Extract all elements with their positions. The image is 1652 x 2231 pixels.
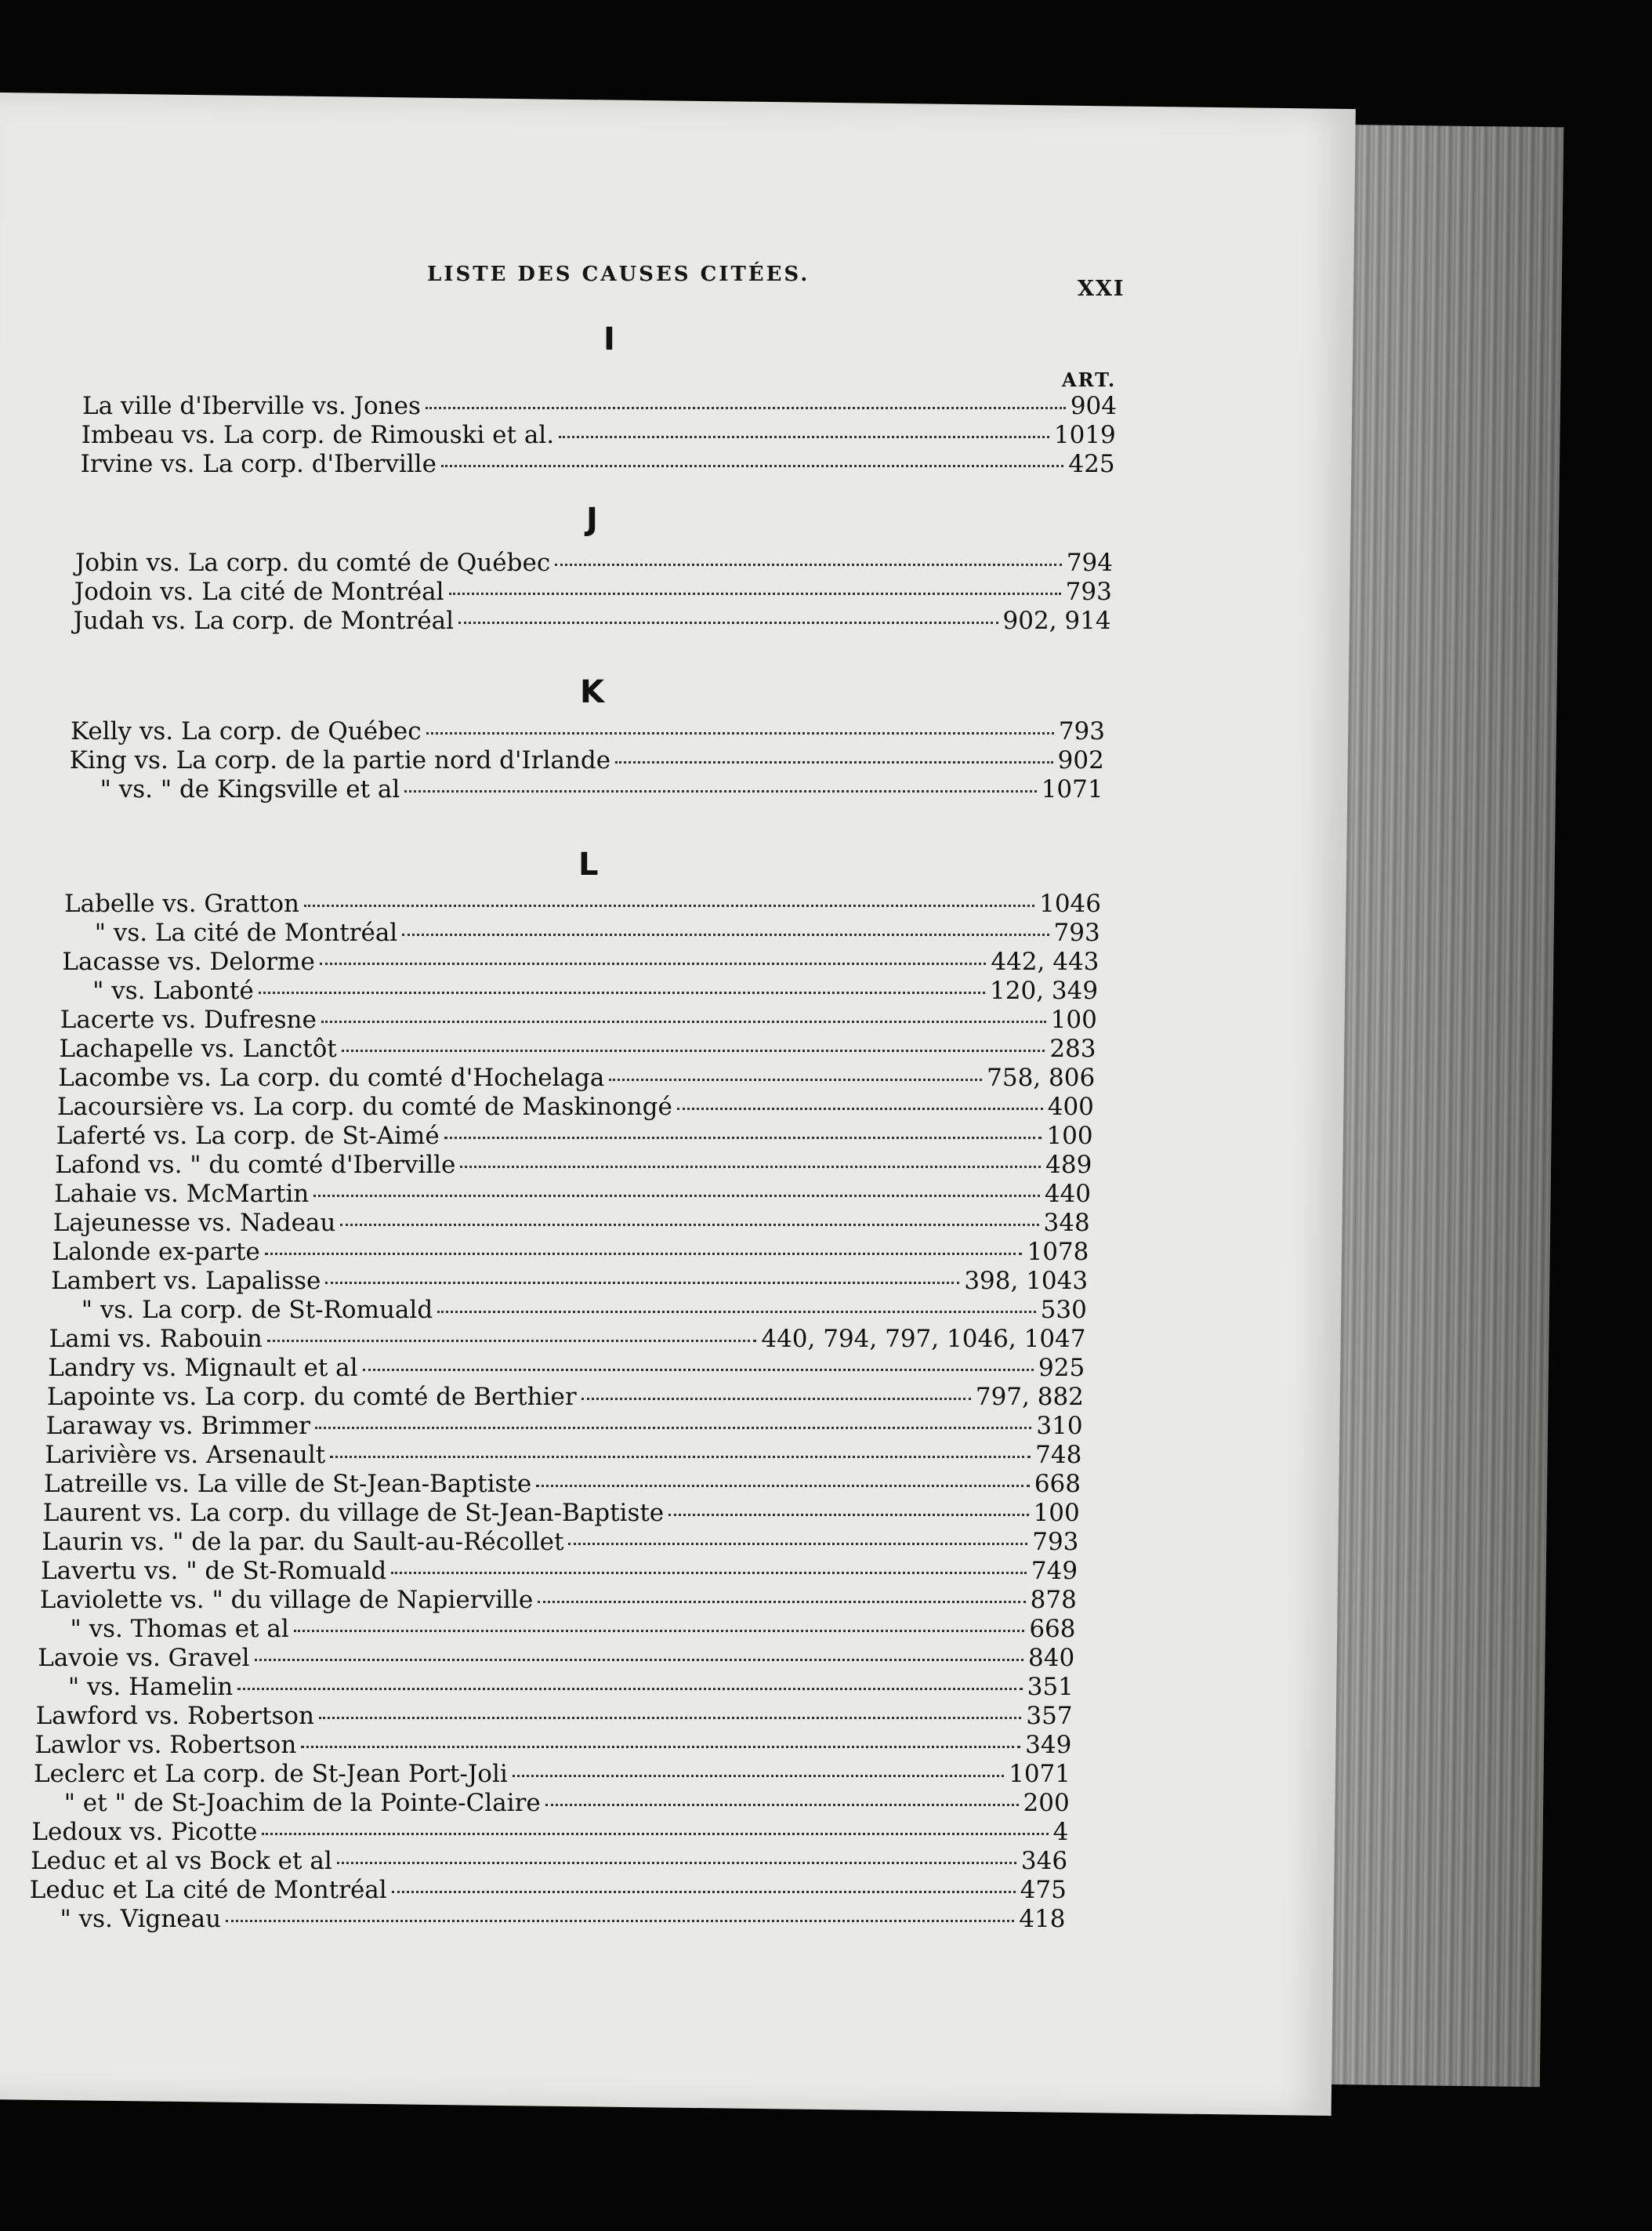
index-entry — [74, 578, 1112, 608]
index-entry — [58, 1064, 1095, 1094]
case-name: Imbeau vs. La corp. de Rimouski et al. — [81, 421, 555, 449]
index-entry — [57, 1093, 1094, 1123]
dot-leader — [513, 1775, 1004, 1777]
case-name: Lavoie vs. Gravel — [38, 1644, 250, 1672]
case-name: Jobin vs. La corp. du comté de Québec — [75, 549, 551, 577]
section-letter: L — [578, 847, 599, 883]
article-reference: 793 — [1058, 717, 1105, 745]
dot-leader — [342, 1050, 1045, 1052]
dot-leader — [404, 790, 1036, 793]
dot-leader — [226, 1920, 1014, 1922]
section-letter: J — [586, 502, 598, 538]
case-name: Lavertu vs. " de St-Romuald — [41, 1557, 387, 1585]
article-reference: 793 — [1032, 1528, 1079, 1556]
case-name: Laferté vs. La corp. de St-Aimé — [56, 1122, 440, 1150]
dot-leader — [340, 1224, 1038, 1226]
article-reference: 283 — [1049, 1035, 1096, 1063]
dot-leader — [255, 1659, 1024, 1661]
case-name: Lalonde ex-parte — [52, 1238, 260, 1266]
case-name: Lacasse vs. Delorme — [62, 948, 315, 976]
article-reference: 100 — [1050, 1006, 1097, 1034]
article-reference: 310 — [1036, 1412, 1083, 1440]
case-name: Jodoin vs. La cité de Montréal — [74, 578, 444, 606]
dot-leader — [615, 761, 1053, 764]
dot-leader — [449, 593, 1061, 595]
case-name: " vs. La cité de Montréal — [94, 919, 398, 947]
dot-leader — [321, 1021, 1046, 1023]
dot-leader — [320, 963, 987, 965]
dot-leader — [568, 1543, 1027, 1545]
index-entry — [52, 1238, 1089, 1268]
case-name: " vs. Hamelin — [67, 1673, 234, 1701]
case-name: Lacoursière vs. La corp. du comté de Maskinongé — [56, 1093, 672, 1121]
running-title: LISTE DES CAUSES CITÉES. — [427, 263, 810, 286]
dot-leader — [437, 1311, 1035, 1313]
dot-leader — [391, 1572, 1027, 1574]
dot-leader — [392, 1891, 1016, 1893]
case-name: Judah vs. La corp. de Montréal — [73, 607, 455, 635]
index-entry — [44, 1470, 1081, 1500]
case-name: Kelly vs. La corp. de Québec — [71, 717, 422, 745]
index-entry — [62, 948, 1099, 978]
case-name: Lajeunesse vs. Nadeau — [53, 1209, 336, 1237]
index-entry — [74, 607, 1111, 637]
article-reference: 349 — [1025, 1731, 1072, 1759]
dot-leader — [559, 436, 1049, 438]
article-reference: 758, 806 — [987, 1064, 1096, 1092]
article-reference: 348 — [1043, 1209, 1090, 1237]
index-entry — [64, 1789, 1070, 1819]
article-reference: 357 — [1026, 1702, 1073, 1730]
article-reference: 4 — [1052, 1818, 1069, 1846]
dot-leader — [555, 564, 1062, 566]
index-entry — [95, 919, 1100, 949]
case-name: " vs. Thomas et al — [70, 1615, 289, 1643]
article-reference: 100 — [1033, 1499, 1080, 1527]
index-entry — [31, 1818, 1068, 1848]
case-name: " vs. Labonté — [92, 977, 254, 1005]
article-reference: 794 — [1066, 549, 1113, 577]
index-entry — [68, 1673, 1074, 1703]
article-reference: 398, 1043 — [964, 1267, 1089, 1295]
index-entry — [41, 1557, 1078, 1587]
article-reference: 668 — [1034, 1470, 1081, 1498]
case-name: Lachapelle vs. Lanctôt — [59, 1035, 337, 1063]
case-name: " vs. " de Kingsville et al — [100, 775, 400, 804]
article-reference: 902 — [1057, 746, 1104, 775]
index-entry — [81, 450, 1115, 480]
article-reference: 1046 — [1039, 890, 1101, 918]
article-reference: 797, 882 — [975, 1383, 1084, 1411]
case-name: Lawlor vs. Robertson — [34, 1731, 297, 1759]
article-reference: 902, 914 — [1002, 607, 1111, 635]
dot-leader — [363, 1369, 1034, 1371]
case-name: Latreille vs. La ville de St-Jean-Baptiste — [44, 1470, 532, 1498]
dot-leader — [259, 992, 985, 994]
case-name: La ville d'Iberville vs. Jones — [82, 392, 421, 420]
article-reference: 440 — [1044, 1180, 1091, 1208]
dot-leader — [262, 1833, 1048, 1835]
dot-leader — [330, 1456, 1031, 1458]
case-name: Lafond vs. " du comté d'Iberville — [55, 1151, 456, 1179]
index-entry — [36, 1702, 1073, 1732]
case-name: Ledoux vs. Picotte — [31, 1818, 258, 1846]
index-entry — [49, 1325, 1086, 1355]
index-entry — [71, 717, 1105, 747]
dot-leader — [313, 1195, 1040, 1197]
article-reference: 904 — [1070, 392, 1117, 420]
index-entry — [51, 1267, 1088, 1297]
index-entry — [82, 421, 1116, 451]
case-name: Larivière vs. Arsenault — [45, 1441, 326, 1469]
dot-leader — [581, 1398, 971, 1400]
case-name: Lawford vs. Robertson — [35, 1702, 314, 1730]
index-entry — [43, 1499, 1080, 1529]
dot-leader — [426, 732, 1054, 735]
dot-leader — [337, 1862, 1016, 1864]
article-reference: 425 — [1068, 450, 1115, 478]
case-name: Landry vs. Mignault et al — [48, 1354, 358, 1382]
column-label: ART. — [1062, 368, 1117, 391]
article-reference: 1071 — [1041, 775, 1103, 804]
case-name: Laraway vs. Brimmer — [45, 1412, 310, 1440]
index-entry — [34, 1731, 1071, 1761]
case-name: " vs. Vigneau — [60, 1905, 222, 1933]
article-reference: 1071 — [1009, 1760, 1071, 1788]
index-entry — [42, 1528, 1078, 1558]
case-name: Laurent vs. La corp. du village de St-Jean-Baptiste — [42, 1499, 665, 1527]
case-name: Labelle vs. Gratton — [64, 890, 300, 918]
dot-leader — [609, 1079, 982, 1081]
case-name: " et " de St-Joachim de la Pointe-Claire — [63, 1789, 541, 1817]
index-entry — [34, 1760, 1071, 1790]
dot-leader — [325, 1282, 959, 1284]
dot-leader — [458, 622, 998, 624]
dot-leader — [441, 465, 1063, 467]
section-letter: I — [603, 321, 615, 357]
article-reference: 418 — [1019, 1905, 1066, 1933]
dot-leader — [536, 1485, 1030, 1487]
index-entry — [100, 775, 1103, 805]
article-reference: 346 — [1020, 1847, 1068, 1875]
case-name: King vs. La corp. de la partie nord d'Irlande — [69, 746, 611, 775]
index-entry — [30, 1876, 1067, 1906]
case-name: Laviolette vs. " du village de Napierville — [39, 1586, 534, 1614]
article-reference: 1019 — [1053, 421, 1116, 449]
index-entry — [40, 1586, 1077, 1616]
index-entry — [56, 1122, 1093, 1152]
index-entry — [55, 1151, 1092, 1181]
dot-leader — [304, 905, 1034, 907]
article-reference: 840 — [1028, 1644, 1075, 1672]
case-name: Lacombe vs. La corp. du comté d'Hochelaga — [58, 1064, 605, 1092]
page-number: XXI — [1078, 277, 1125, 301]
dot-leader — [538, 1601, 1025, 1603]
article-reference: 530 — [1040, 1296, 1087, 1324]
dot-leader — [402, 934, 1049, 936]
dot-leader — [315, 1427, 1031, 1429]
dot-leader — [294, 1630, 1025, 1632]
dot-leader — [237, 1688, 1023, 1690]
case-name: " vs. La corp. de St-Romuald — [81, 1296, 433, 1324]
index-entry — [60, 1006, 1097, 1036]
dot-leader — [301, 1746, 1020, 1748]
article-reference: 442, 443 — [991, 948, 1100, 976]
dot-leader — [545, 1804, 1019, 1806]
article-reference: 793 — [1053, 919, 1100, 947]
article-reference: 1078 — [1027, 1238, 1089, 1266]
article-reference: 793 — [1065, 578, 1112, 606]
dot-leader — [267, 1340, 757, 1342]
article-reference: 440, 794, 797, 1046, 1047 — [761, 1325, 1086, 1353]
index-entry — [54, 1180, 1091, 1210]
dot-leader — [444, 1137, 1042, 1139]
article-reference: 351 — [1027, 1673, 1074, 1701]
case-name: Lambert vs. Lapalisse — [51, 1267, 321, 1295]
dot-leader — [265, 1253, 1023, 1255]
section-letter: K — [580, 674, 604, 710]
index-entry — [38, 1644, 1074, 1674]
index-entry — [70, 746, 1104, 776]
dot-leader — [677, 1108, 1043, 1110]
case-name: Leduc et La cité de Montréal — [29, 1876, 387, 1904]
index-entry — [53, 1209, 1090, 1239]
article-reference: 475 — [1020, 1876, 1067, 1904]
index-entry — [64, 890, 1101, 920]
article-reference: 489 — [1045, 1151, 1092, 1179]
case-name: Lahaie vs. McMartin — [54, 1180, 310, 1208]
article-reference: 120, 349 — [990, 977, 1099, 1005]
index-entry — [71, 1615, 1076, 1645]
dot-leader — [426, 407, 1066, 409]
index-entry — [92, 977, 1098, 1007]
index-entry — [75, 549, 1113, 579]
dot-leader — [319, 1717, 1021, 1719]
index-entry — [60, 1035, 1096, 1065]
index-entry — [47, 1383, 1084, 1413]
article-reference: 100 — [1046, 1122, 1093, 1150]
case-name: Lacerte vs. Dufresne — [60, 1006, 317, 1034]
case-name: Leclerc et La corp. de St-Jean Port-Joli — [34, 1760, 508, 1788]
article-reference: 200 — [1023, 1789, 1070, 1817]
article-reference: 925 — [1038, 1354, 1085, 1382]
dot-leader — [460, 1166, 1041, 1168]
index-entry — [82, 392, 1117, 422]
index-entry — [46, 1412, 1083, 1442]
case-name: Irvine vs. La corp. d'Iberville — [80, 450, 437, 478]
article-reference: 668 — [1029, 1615, 1076, 1643]
case-name: Laurin vs. " de la par. du Sault-au-Récollet — [42, 1528, 564, 1556]
index-entry — [31, 1847, 1067, 1877]
article-reference: 748 — [1035, 1441, 1082, 1469]
article-reference: 400 — [1047, 1093, 1094, 1121]
index-entry — [82, 1296, 1087, 1326]
case-name: Leduc et al vs Bock et al — [31, 1847, 332, 1875]
index-entry — [60, 1905, 1066, 1935]
index-entry — [45, 1441, 1081, 1471]
article-reference: 749 — [1031, 1557, 1078, 1585]
case-name: Lami vs. Rabouin — [49, 1325, 263, 1353]
dot-leader — [668, 1514, 1028, 1516]
article-reference: 878 — [1030, 1586, 1077, 1614]
index-entry — [48, 1354, 1085, 1384]
case-name: Lapointe vs. La corp. du comté de Berthier — [46, 1383, 577, 1411]
